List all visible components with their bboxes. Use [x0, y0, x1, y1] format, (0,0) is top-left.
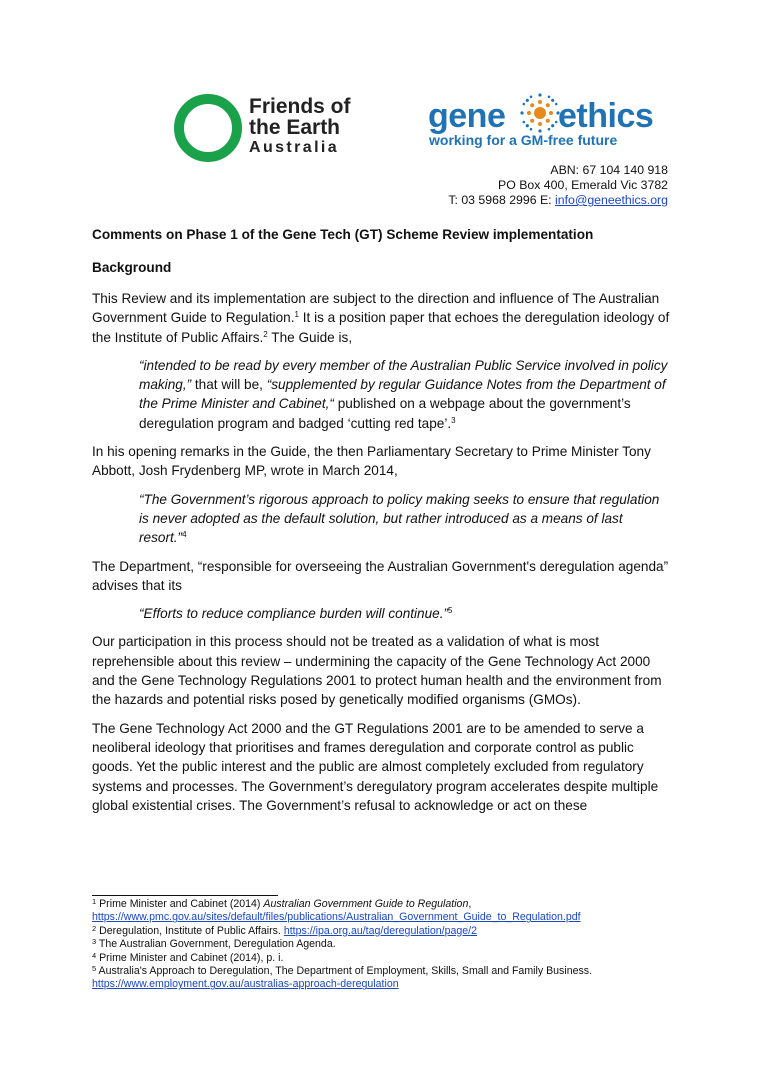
footnote-2 [92, 925, 692, 938]
footnote-5-text: Australia's Approach to Deregulation, The Department of Employment, Skills, Small and Family Business. [96, 965, 593, 978]
q3-text: “Efforts to reduce compliance burden will continue.” [139, 606, 449, 622]
footnote-5 [92, 965, 692, 992]
quote-1 [139, 356, 670, 433]
email-link[interactable]: info@geneethics.org [555, 193, 668, 207]
q1-text-c: “supplemented by regular Guidance Notes from the Department of the Prime Minister and Cabinet,“ [139, 377, 666, 412]
foe-line3: Australia [249, 139, 340, 156]
q1-text-b: that will be, [191, 377, 267, 393]
geneethics-word-ethics: ethics [558, 97, 654, 135]
foe-ring-icon [174, 94, 242, 162]
paragraph-1 [92, 289, 672, 347]
footnote-3 [92, 938, 692, 951]
footnote-5-number: 5 [92, 964, 97, 974]
paragraph-2: In his opening remarks in the Guide, the then Parliamentary Secretary to Prime Minister Tony Abbott, Josh Frydenberg MP, wrote in March 2014, [92, 444, 651, 479]
section-heading: Background [92, 260, 172, 275]
sun-dots-icon [520, 93, 560, 133]
paragraph-4: Our participation in this process should not be treated as a validation of what is most reprehensible about this review – undermining the capacity of the Gene Technology Act 2000 and the Gene Technology Regulations 2001 to protect human health and the environment from the hazards and potential risks posed by genetically modified organisms (GMOs). [92, 634, 662, 708]
quote-2 [139, 490, 670, 548]
footnote-1-text: Prime Minister and Cabinet (2014) [96, 898, 264, 910]
phone-email-line [448, 193, 668, 208]
abn-line: ABN: 67 104 140 918 [550, 163, 668, 177]
phone-text: T: 03 5968 2996 E: [448, 193, 556, 207]
geneethics-word-gene: gene [428, 97, 506, 135]
footnote-4 [92, 952, 692, 965]
footnote-4-number: 4 [92, 950, 97, 960]
footnote-1-title: Australian Government Guide to Regulation [263, 898, 469, 910]
footnote-4-text: Prime Minister and Cabinet (2014), p. i. [96, 951, 284, 964]
footnote-1 [92, 898, 692, 925]
p1-text-a: This Review and its implementation are subject to the direction and influence of The Australian Government Guide to Regulation. [92, 291, 660, 326]
document-body [92, 226, 672, 824]
p1-text-b: It is a position paper that echoes the deregulation ideology of the Institute of Public Affairs. [92, 310, 670, 345]
footnote-2-text: Deregulation, Institute of Public Affairs. [96, 924, 284, 937]
footnote-2-link[interactable]: https://ipa.org.au/tag/deregulation/page/2 [283, 924, 478, 937]
footnote-1-number: 1 [92, 897, 97, 906]
foe-line1: Friends of [249, 95, 351, 118]
geneethics-logo [428, 93, 678, 153]
footnote-ref-4[interactable]: 4 [182, 530, 187, 540]
footnote-separator [92, 895, 278, 896]
footnote-2-number: 2 [92, 923, 97, 933]
footnotes [92, 898, 692, 992]
foe-line2: the Earth [249, 116, 341, 139]
geneethics-tagline: working for a GM-free future [429, 132, 618, 148]
q2-text: “The Government’s rigorous approach to policy making seeks to ensure that regulation is never adopted as the default solution, but rather introduced as a means of last resort.” [139, 491, 660, 546]
paragraph-3: The Department, “responsible for overseeing the Australian Government's deregulation agenda” advises that its [92, 558, 669, 593]
contact-block [448, 163, 668, 208]
q1-text-a: “intended to be read by every member of the Australian Public Service involved in policy making,” [139, 357, 668, 393]
quote-3 [139, 604, 670, 623]
po-box-line: PO Box 400, Emerald Vic 3782 [498, 178, 668, 192]
footnote-ref-3[interactable]: 3 [451, 415, 456, 425]
foe-logo [174, 94, 364, 160]
q1-text-d: published on a webpage about the government’s deregulation program and badged ‘cutting red tape’. [139, 396, 631, 431]
foe-wordmark [249, 96, 351, 158]
document-title: Comments on Phase 1 of the Gene Tech (GT) Scheme Review implementation [92, 227, 594, 242]
footnote-3-text: The Australian Government, Deregulation Agenda. [96, 938, 336, 951]
footnote-ref-2[interactable]: 2 [263, 329, 268, 339]
footnote-3-number: 3 [92, 937, 97, 947]
footnote-ref-5[interactable]: 5 [448, 606, 453, 616]
footnote-5-link[interactable]: https://www.employment.gov.au/australias-approach-deregulation [92, 978, 399, 991]
paragraph-5: The Gene Technology Act 2000 and the GT Regulations 2001 are to be amended to serve a neoliberal ideology that prioritises and frames deregulation and corporate control as public goods. Yet the public interest and the public are almost completely excluded from regulatory systems and processes. The Government’s deregulatory program accelerates despite multiple global existential crises. The Government’s refusal to acknowledge or act on these [92, 720, 659, 813]
footnote-1-link[interactable]: https://www.pmc.gov.au/sites/default/files/publications/Australian_Government_Guide_to_Regulation.pdf [92, 911, 581, 924]
p1-text-c: The Guide is, [267, 329, 353, 345]
footnote-1-comma: , [468, 898, 472, 910]
footnote-ref-1[interactable]: 1 [294, 310, 299, 320]
